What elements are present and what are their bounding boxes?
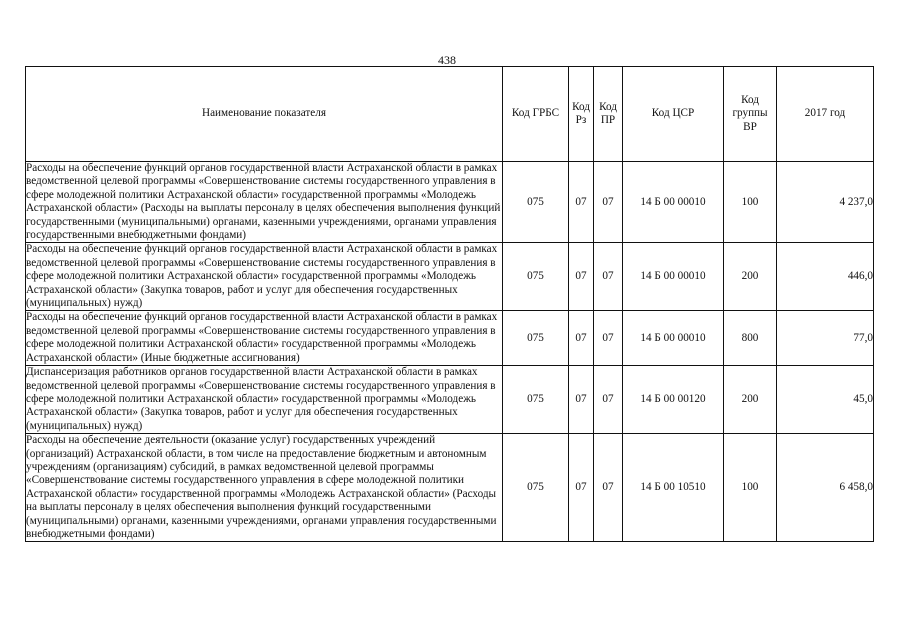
budget-table xyxy=(25,66,874,542)
row-rz: 07 xyxy=(569,243,594,311)
row-amount: 45,0 xyxy=(777,366,874,434)
row-csr: 14 Б 00 10510 xyxy=(623,434,724,542)
row-name: Расходы на обеспечение функций органов государственной власти Астраханской области в рамках ведомственной целевой программы «Совершенствование системы государственного управления в сфере молодежной политики Астраханской области» государственной программы «Молодежь Астраханской области» (Закупка товаров, работ и услуг для обеспечения государственных (муниципальных) нужд) xyxy=(26,243,503,311)
row-grbs: 075 xyxy=(503,311,569,366)
row-name: Расходы на обеспечение функций органов государственной власти Астраханской области в рамках ведомственной целевой программы «Совершенствование системы государственного управления в сфере молодежной политики Астраханской области» государственной программы «Молодежь Астраханской области» (Иные бюджетные ассигнования) xyxy=(26,311,503,366)
row-vr: 100 xyxy=(724,434,777,542)
row-rz: 07 xyxy=(569,366,594,434)
row-name: Расходы на обеспечение функций органов государственной власти Астраханской области в рамках ведомственной целевой программы «Совершенствование системы государственного управления в сфере молодежной политики Астраханской области» государственной программы «Молодежь Астраханской области» (Расходы на выплаты персоналу в целях обеспечения выполнения функций государственными (муниципальными) органами, казенными учреждениями, органами управления государственными внебюджетными фондами) xyxy=(26,162,503,243)
row-pr: 07 xyxy=(594,366,623,434)
row-name: Расходы на обеспечение деятельности (оказание услуг) государственных учреждений (организаций) Астраханской области, в том числе на предоставление бюджетным и автономным учреждениям (организациям) субсидий, в рамках ведомственной целевой программы «Совершенствование системы государственного управления в сфере молодежной политики Астраханской области» государственной программы «Молодежь Астраханской области» (Расходы на выплаты персоналу в целях обеспечения выполнения функций государственными (муниципальными) органами, казенными учреждениями, органами управления государственными внебюджетными фондами) xyxy=(26,434,503,542)
row-pr: 07 xyxy=(594,162,623,243)
row-grbs: 075 xyxy=(503,366,569,434)
row-amount: 77,0 xyxy=(777,311,874,366)
table-row xyxy=(26,243,874,311)
header-rz: Код Рз xyxy=(569,67,594,162)
row-csr: 14 Б 00 00010 xyxy=(623,243,724,311)
header-vr: Код группы ВР xyxy=(724,67,777,162)
header-csr: Код ЦСР xyxy=(623,67,724,162)
page-number: 438 xyxy=(438,53,456,67)
row-vr: 100 xyxy=(724,162,777,243)
row-amount: 4 237,0 xyxy=(777,162,874,243)
row-pr: 07 xyxy=(594,243,623,311)
row-amount: 446,0 xyxy=(777,243,874,311)
row-grbs: 075 xyxy=(503,243,569,311)
row-rz: 07 xyxy=(569,311,594,366)
table-row xyxy=(26,434,874,542)
row-rz: 07 xyxy=(569,434,594,542)
header-name: Наименование показателя xyxy=(26,67,503,162)
row-csr: 14 Б 00 00120 xyxy=(623,366,724,434)
row-pr: 07 xyxy=(594,311,623,366)
row-csr: 14 Б 00 00010 xyxy=(623,311,724,366)
row-grbs: 075 xyxy=(503,162,569,243)
row-vr: 200 xyxy=(724,366,777,434)
row-vr: 200 xyxy=(724,243,777,311)
header-grbs: Код ГРБС xyxy=(503,67,569,162)
header-pr: Код ПР xyxy=(594,67,623,162)
row-grbs: 075 xyxy=(503,434,569,542)
row-rz: 07 xyxy=(569,162,594,243)
table-row xyxy=(26,311,874,366)
row-vr: 800 xyxy=(724,311,777,366)
table-row xyxy=(26,366,874,434)
row-amount: 6 458,0 xyxy=(777,434,874,542)
row-name: Диспансеризация работников органов государственной власти Астраханской области в рамках ведомственной целевой программы «Совершенствование системы государственного управления в сфере молодежной политики Астраханской области» государственной программы «Молодежь Астраханской области» (Закупка товаров, работ и услуг для обеспечения государственных (муниципальных) нужд) xyxy=(26,366,503,434)
row-csr: 14 Б 00 00010 xyxy=(623,162,724,243)
table-header-row xyxy=(26,67,874,162)
row-pr: 07 xyxy=(594,434,623,542)
header-year: 2017 год xyxy=(777,67,874,162)
table-row xyxy=(26,162,874,243)
